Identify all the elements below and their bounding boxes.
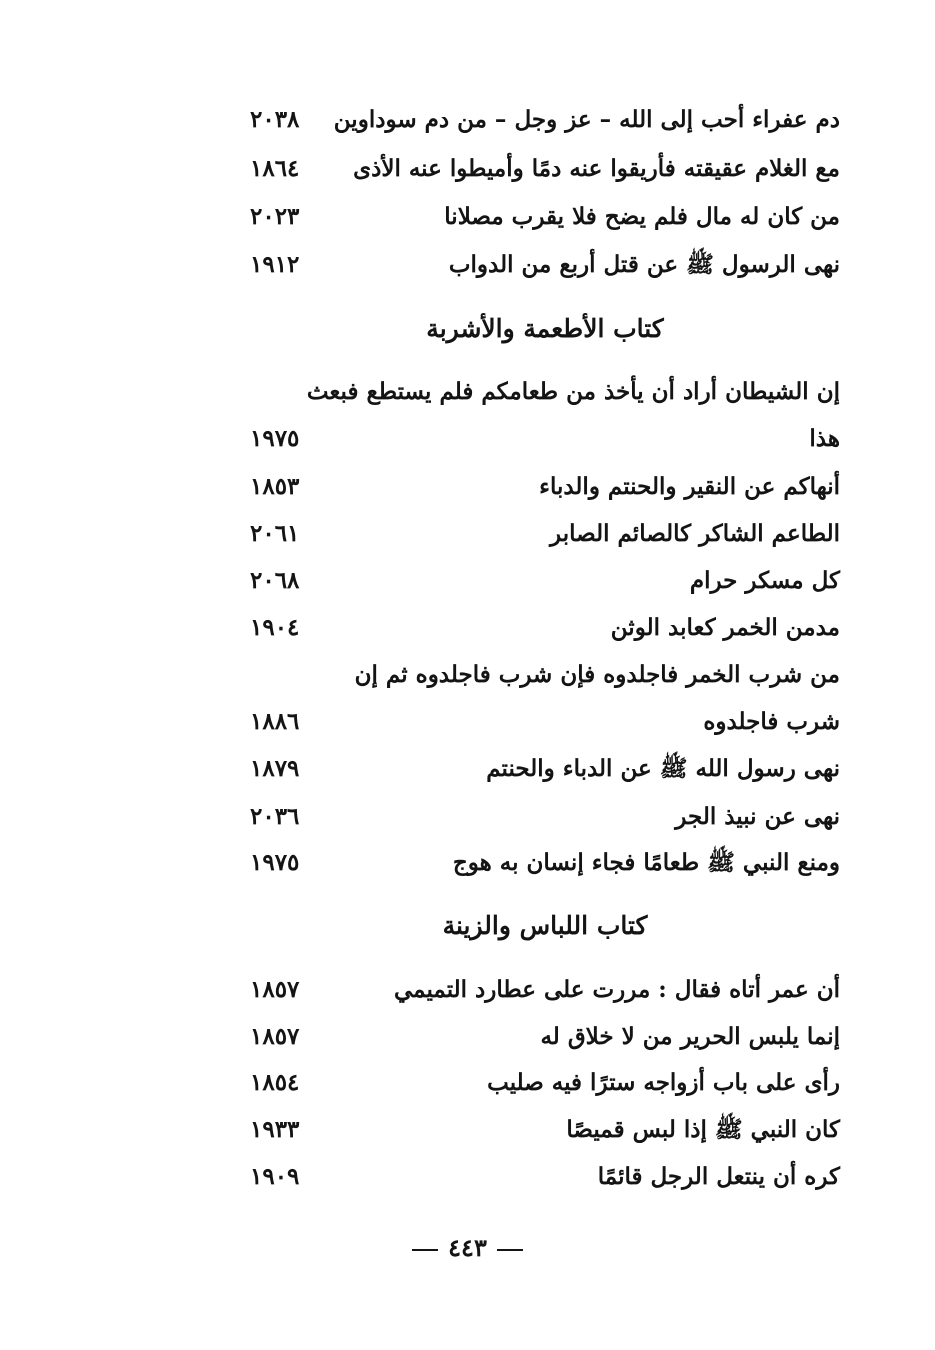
index-row: [250, 749, 840, 789]
index-row: [250, 100, 840, 140]
index-row: [250, 245, 840, 285]
index-row: [250, 419, 840, 459]
hadith-number: ١٩٧٥: [250, 425, 300, 452]
hadith-number: ١٨٥٧: [250, 976, 300, 1003]
hadith-number: ١٨٨٦: [250, 708, 300, 735]
hadith-number: ١٩٠٤: [250, 614, 300, 641]
hadith-number: ٢٠٢٣: [250, 203, 300, 230]
hadith-text: نهى رسول الله ﷺ عن الدباء والحنتم: [486, 755, 840, 782]
hadith-text: مع الغلام عقيقته فأريقوا عنه دمًا وأميطوا عنه الأذى: [353, 155, 840, 182]
index-row: [250, 1110, 840, 1150]
hadith-text: من كان له مال فلم يضح فلا يقرب مصلانا: [444, 203, 840, 230]
hadith-number: ٢٠٣٨: [250, 106, 300, 133]
index-row: [250, 797, 840, 837]
hadith-number: ١٨٧٩: [250, 755, 300, 782]
index-row: [250, 514, 840, 554]
footer-dash: [497, 1249, 523, 1251]
hadith-text: إن الشيطان أراد أن يأخذ من طعامكم فلم يستطع فبعث: [306, 378, 840, 405]
index-row: [250, 608, 840, 648]
index-row: [250, 1017, 840, 1057]
hadith-number: ١٩١٢: [250, 251, 300, 278]
hadith-number: ٢٠٦٨: [250, 567, 300, 594]
hadith-text: كان النبي ﷺ إذا لبس قميصًا: [566, 1116, 840, 1143]
hadith-text: كره أن ينتعل الرجل قائمًا: [597, 1163, 840, 1190]
hadith-text: من شرب الخمر فاجلدوه فإن شرب فاجلدوه ثم إن: [354, 661, 840, 688]
hadith-text: أن عمر أتاه فقال : مررت على عطارد التميمي: [393, 976, 840, 1003]
index-row: [250, 843, 840, 883]
footer-dash: [412, 1249, 438, 1251]
index-row: [250, 149, 840, 189]
index-row: [250, 655, 840, 695]
page-number: ٤٤٣: [448, 1233, 487, 1262]
index-row: [250, 561, 840, 601]
index-row: [250, 1063, 840, 1103]
hadith-text: الطاعم الشاكر كالصائم الصابر: [550, 520, 840, 547]
hadith-text: إنما يلبس الحرير من لا خلاق له: [540, 1023, 840, 1050]
hadith-text: كل مسكر حرام: [689, 567, 840, 594]
index-row: [250, 197, 840, 237]
index-row: [250, 702, 840, 742]
hadith-number: ٢٠٣٦: [250, 803, 300, 830]
section-heading-food: كتاب الأطعمة والأشربة: [426, 314, 664, 343]
hadith-number: ١٩٧٥: [250, 849, 300, 876]
hadith-text: ومنع النبي ﷺ طعامًا فجاء إنسان به هوج: [452, 849, 840, 876]
hadith-text: رأى على باب أزواجه سترًا فيه صليب: [487, 1069, 840, 1096]
index-row: [250, 372, 840, 412]
index-row: [250, 1157, 840, 1197]
hadith-number: ١٩٣٣: [250, 1116, 300, 1143]
hadith-text: نهى عن نبيذ الجر: [675, 803, 840, 830]
hadith-number: ١٨٥٤: [250, 1069, 300, 1096]
hadith-number: ١٨٥٧: [250, 1023, 300, 1050]
hadith-text: أنهاكم عن النقير والحنتم والدباء: [539, 473, 840, 500]
hadith-text: دم عفراء أحب إلى الله – عز وجل – من دم سوداوين: [333, 106, 840, 133]
hadith-number: ٢٠٦١: [250, 520, 300, 547]
hadith-number: ١٩٠٩: [250, 1163, 300, 1190]
hadith-number: ١٨٥٣: [250, 473, 300, 500]
hadith-text: شرب فاجلدوه: [703, 708, 840, 735]
hadith-text: هذا: [809, 425, 840, 452]
index-row: [250, 970, 840, 1010]
section-heading-dress: كتاب اللباس والزينة: [442, 911, 648, 940]
page-footer: [0, 1228, 935, 1268]
hadith-text: نهى الرسول ﷺ عن قتل أربع من الدواب: [448, 251, 840, 278]
hadith-text: مدمن الخمر كعابد الوثن: [610, 614, 840, 641]
hadith-number: ١٨٦٤: [250, 155, 300, 182]
index-row: [250, 467, 840, 507]
